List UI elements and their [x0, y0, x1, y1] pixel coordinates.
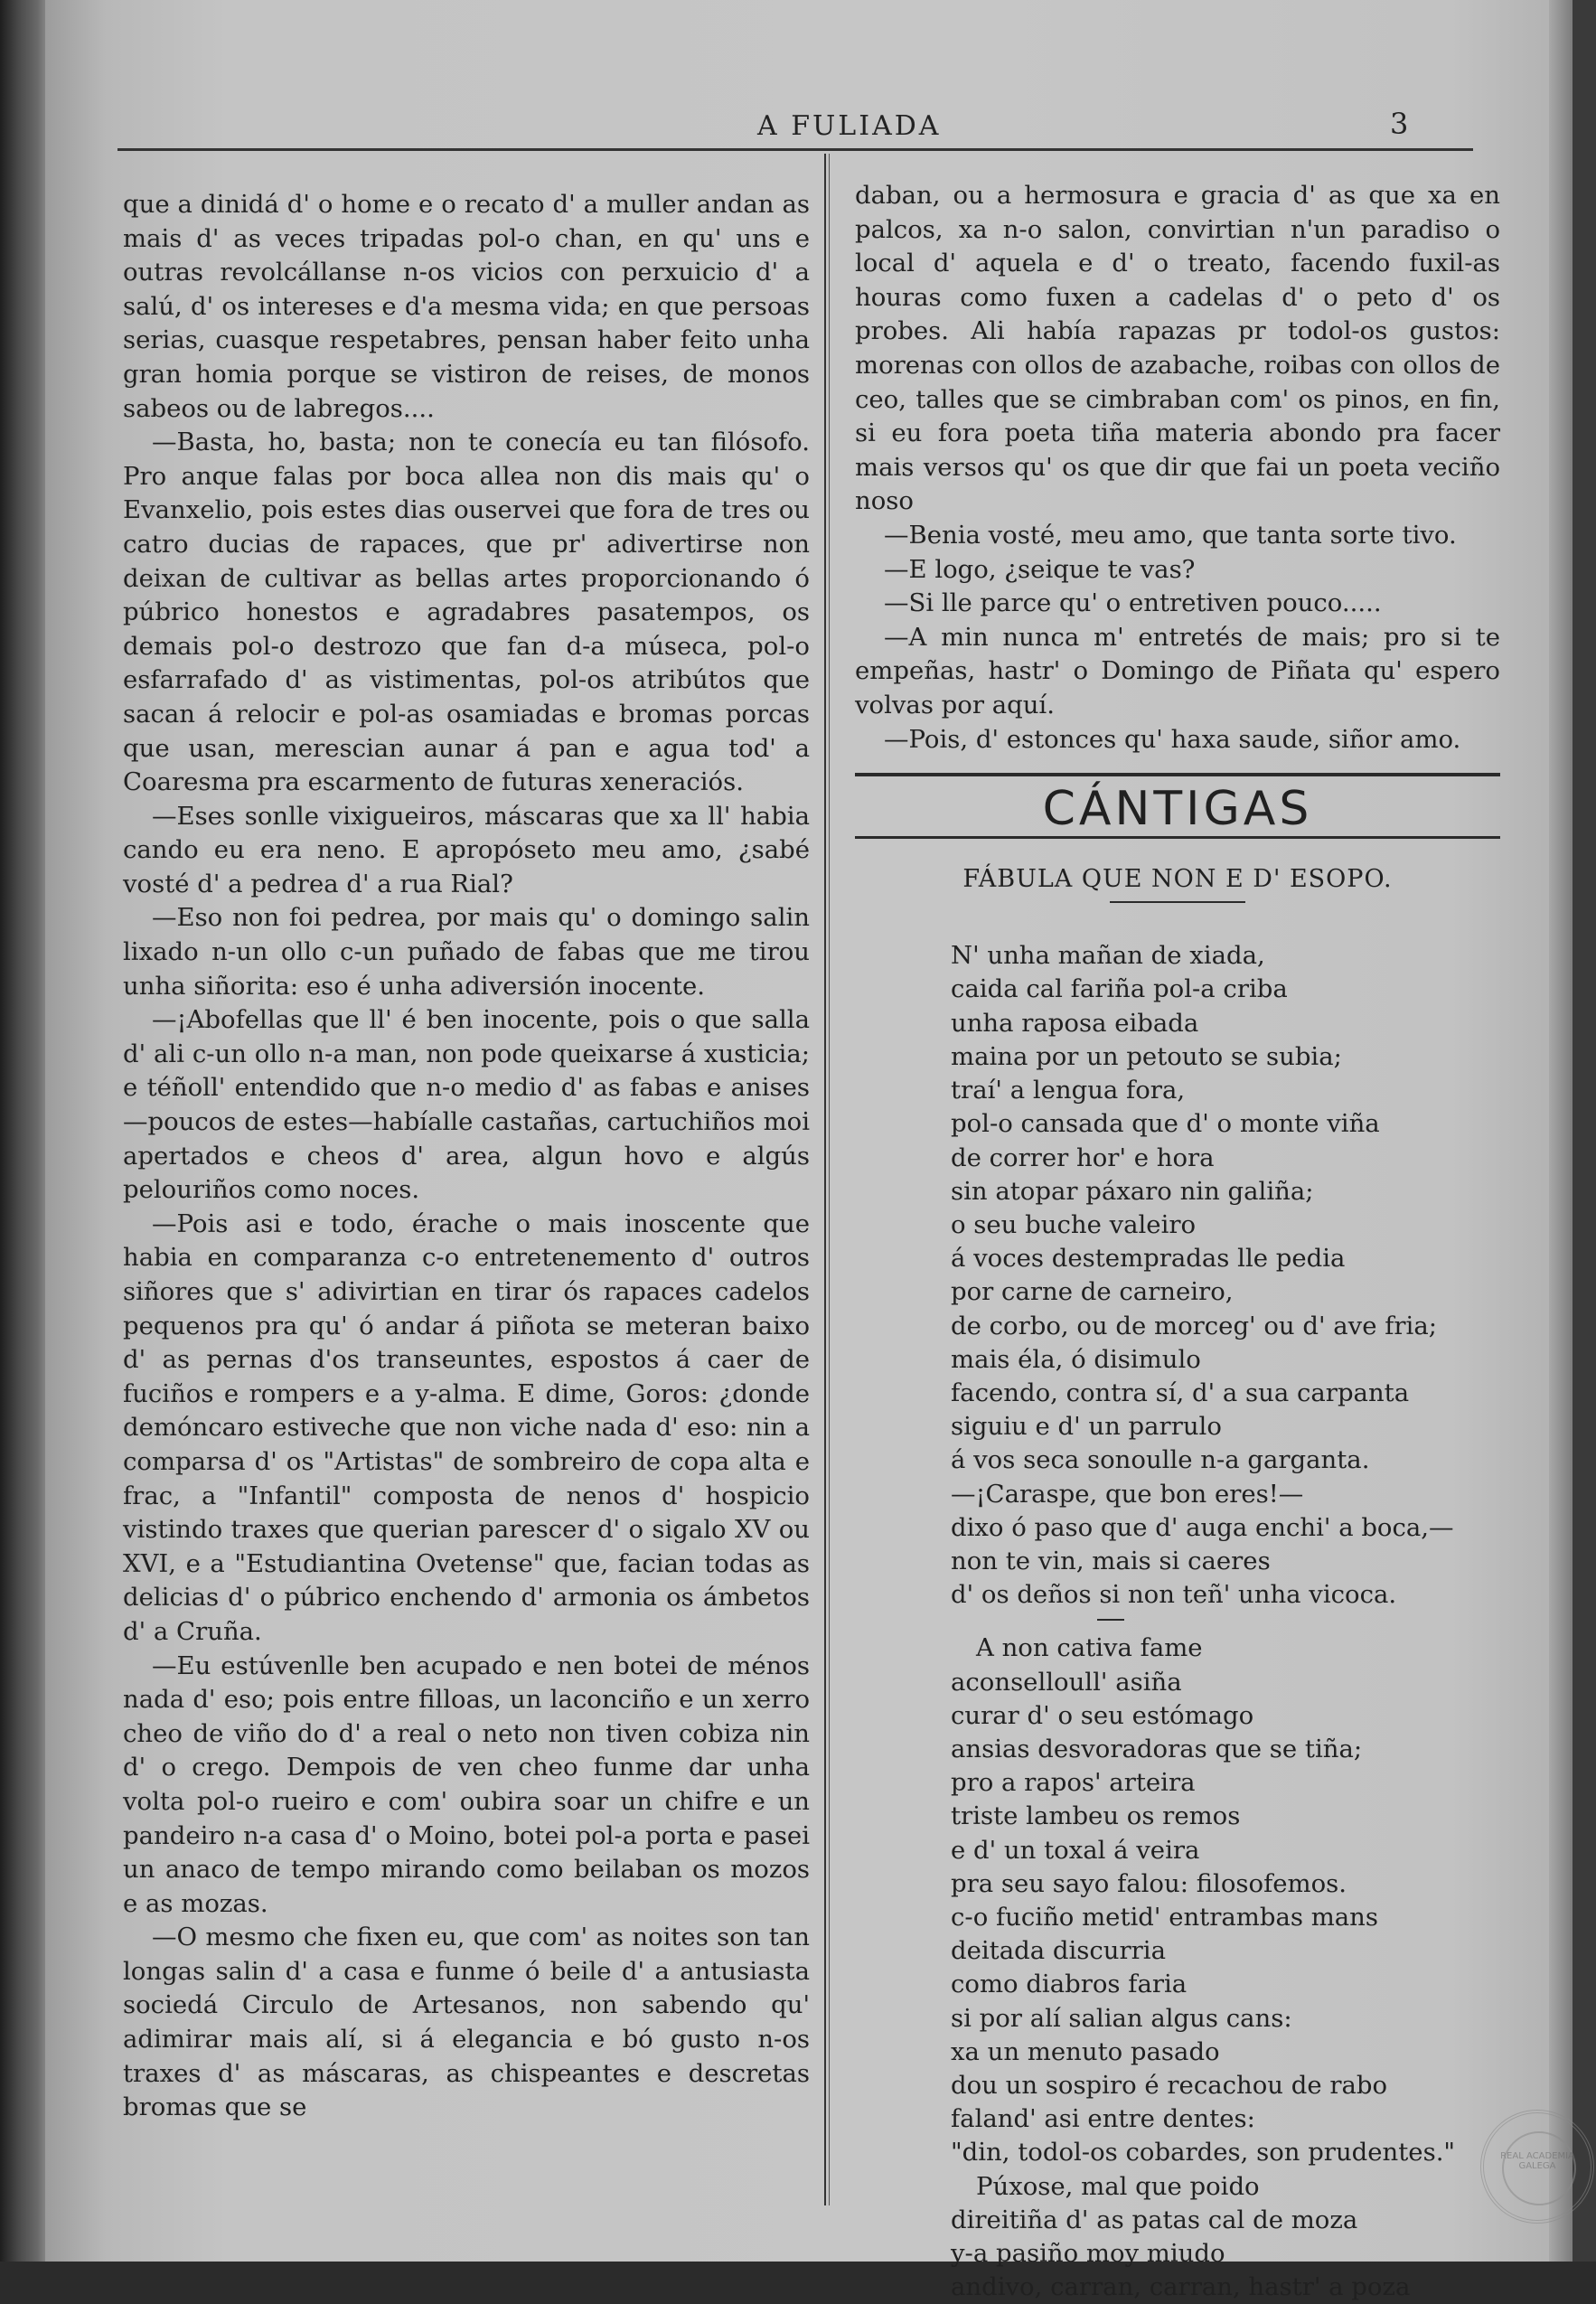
- verse-line: y-a pasiño moy miudo: [951, 2239, 1225, 2268]
- verse-line: d' os deños si non teñ' unha vicoca.: [951, 1580, 1397, 1610]
- verse-line: de correr hor' e hora: [951, 1143, 1215, 1172]
- verse-line: caida cal fariña pol-a criba: [951, 974, 1288, 1004]
- verse-line: maina por un petouto se subia;: [951, 1041, 1342, 1071]
- verse-line: dou un sospiro é recachou de rabo: [951, 2070, 1388, 2100]
- paragraph: daban, ou a hermosura e gracia d' as que xa en palcos, xa n-o salon, convirtian n'un paradiso o local d' aquela e d' o treato, facendo fuxil-as houras como fuxen a cadelas d' o peto d' os probes. Ali había rapazas pr todol-os gustos: morenas con ollos de azabache, roibas con ollos de ceo, talles que se cimbraban com' os pinos, en fin, si eu fora poeta tiña materia abondo pra facer mais versos qu' os que dir que fai un poeta veciño noso: [855, 181, 1500, 516]
- verse-line: andivo, carran, carran, hastr' a poza: [951, 2272, 1411, 2302]
- verse-line: mais éla, ó disimulo: [951, 1344, 1201, 1374]
- verse-line: sin atopar páxaro nin galiña;: [951, 1176, 1314, 1206]
- paragraph: —¡Abofellas que ll' é ben inocente, pois o que salla d' ali c-un ollo n-a man, non pode queixarse á xusticia; e téñoll' entendido que n-o medio d' as fabas e anises—poucos de estes—habíalle castañas, cartuchiños moi apertados e cheos d' area, algun hovo e algús pelouriños como noces.: [123, 1005, 810, 1205]
- right-column: [855, 179, 1500, 2304]
- verse-line: —¡Caraspe, que bon eres!—: [951, 1479, 1304, 1509]
- paragraph: —O mesmo che fixen eu, que com' as noites son tan longas salin d' a casa e funme ó beile d' a antusiasta sociedá Circulo de Artesanos, non sabendo qu' adimirar mais alí, si á elegancia e bó gusto n-os traxes d' as máscaras, as chispeantes e descretas bromas que se: [123, 1923, 810, 2122]
- section-rule-bottom: [855, 836, 1500, 839]
- verse-line: curar d' o seu estómago: [951, 1700, 1254, 1730]
- verse-line: por carne de carneiro,: [951, 1277, 1234, 1307]
- verse-line: facendo, contra sí, d' a sua carpanta: [951, 1378, 1410, 1407]
- left-column: [123, 188, 810, 2125]
- paragraph: que a dinidá d' o home e o recato d' a muller andan as mais d' as veces tripadas pol-o chan, en qu' uns e outras revolcállanse n-os vicios con perxuicio d' a salú, d' os intereses e d'a mesma vida; en que persoas serias, cuasque respetabres, pensan haber feito unha gran homia porque se vistiron de reises, de monos sabeos ou de labregos....: [123, 190, 810, 423]
- running-title: A FULIADA: [757, 110, 942, 142]
- verse-line: direitiña d' as patas cal de moza: [951, 2205, 1358, 2234]
- fable-title-rule: [1110, 901, 1245, 903]
- verse-line: A non cativa fame: [976, 1633, 1203, 1663]
- verse-line: e d' un toxal á veira: [951, 1835, 1200, 1865]
- paragraph: —Eu estúvenlle ben acupado e nen botei de ménos nada d' eso; pois entre filloas, un laconciño e un xerro cheo de viño do d' a real o neto non tiven cobiza nin d' o crego. Dempois de ven cheo funme dar unha volta pol-o rueiro e com' oubira soar un chifre e un pandeiro n-a casa d' o Moino, botei pol-a porta e pasei un anaco de tempo mirando como beilaban os mozos e as mozas.: [123, 1650, 810, 1918]
- stamp-text: REAL ACADEMIA GALEGA: [1500, 2151, 1574, 2171]
- paragraph: —Eso non foi pedrea, por mais qu' o domingo salin lixado n-un ollo c-un puñado de fabas que me tirou unha siñorita: eso é unha adiversión inocente.: [123, 903, 810, 1001]
- page-edge: [1549, 0, 1573, 2262]
- verse-line: siguiu e d' un parrulo: [951, 1412, 1222, 1442]
- verse-line: á vos seca sonoulle n-a garganta.: [951, 1445, 1370, 1475]
- verse-line: de corbo, ou de morceg' ou d' ave fria;: [951, 1311, 1437, 1340]
- verse-line: como diabros faria: [951, 1970, 1188, 1999]
- verse-line: o seu buche valeiro: [951, 1209, 1197, 1239]
- verse-line: c-o fuciño metid' entrambas mans: [951, 1902, 1378, 1932]
- paragraph: —E logo, ¿seique te vas?: [884, 554, 1196, 584]
- library-stamp-seal: [1480, 2110, 1594, 2224]
- verse-line: dixo ó paso que d' auga enchi' a boca,—: [951, 1512, 1454, 1542]
- verse-line: ansias desvoradoras que se tiña;: [951, 1734, 1363, 1763]
- stanza-separator: [1097, 1619, 1124, 1621]
- poem-stanza-1: [951, 939, 1500, 1612]
- verse-line: pro a rapos' arteira: [951, 1768, 1196, 1798]
- verse-line: deitada discurria: [951, 1936, 1166, 1966]
- paragraph: —Basta, ho, basta; non te conecía eu tan filósofo. Pro anque falas por boca allea non dis mais qu' o Evanxelio, pois estes dias ouservei que fora de tres ou catro ducias de rapaces, que pr' adivertirse non deixan de cultivar as bellas artes proporcionando ó púbrico honestos e agradabres pasatempos, os demais pol-o destrozo que fan d-a múseca, pol-o esfarrafado d' as vistimentas, pol-os atribútos que sacan á relocir e pol-as osamiadas e bromas porcas que usan, merescian aunar á pan e agua tod' a Coaresma pra escarmento de futuras xeneraciós.: [123, 428, 810, 797]
- verse-line: á voces destempradas lle pedia: [951, 1244, 1346, 1274]
- verse-line: unha raposa eibada: [951, 1008, 1199, 1038]
- verse-line: Púxose, mal que poido: [976, 2171, 1260, 2201]
- paragraph: —Pois asi e todo, érache o mais inoscente que habia en comparanza c-o entretenemento d' outros siñores que s' adivirtian en tirar ós rapaces cadelos pequenos pra qu' ó andar á piñota se meteran baixo d' as pernas d'os transeuntes, espostos á caer de fuciños e rompers e a y-alma. E dime, Goros: ¿donde demóncaro estiveche que non viche nada d' eso: nin a comparsa d' os "Artistas" de sombreiro de copa alta e frac, a "Infantil" composta de nenos d' hospicio vistindo traxes que querian parescer d' o sigalo XV ou XVI, e a "Estudiantina Ovetense" que, facian todas as delicias d' o púbrico enchendo d' armonia os ámbetos d' a Cruña.: [123, 1208, 810, 1646]
- verse-line: triste lambeu os remos: [951, 1801, 1241, 1831]
- fable-title: FÁBULA QUE NON E D' ESOPO.: [962, 864, 1393, 893]
- paragraph: —Si lle parce qu' o entretiven pouco.....: [884, 588, 1382, 618]
- paragraph: —Eses sonlle vixigueiros, máscaras que xa ll' habia cando eu era neno. E apropóseto meu amo, ¿sabé vosté d' a pedrea d' a rua Rial?: [123, 801, 810, 898]
- verse-line: pra seu sayo falou: filosofemos.: [951, 1868, 1347, 1898]
- header-rule: [117, 148, 1473, 151]
- verse-line: non te vin, mais si caeres: [951, 1546, 1271, 1575]
- poem-stanza-2: [951, 1632, 1500, 2304]
- paragraph: —Pois, d' estonces qu' haxa saude, siñor amo.: [884, 724, 1461, 754]
- page-number: 3: [1390, 107, 1409, 141]
- verse-line: faland' asi entre dentes:: [951, 2104, 1255, 2134]
- section-rule-top: [855, 773, 1500, 776]
- verse-line: "din, todol-os cobardes, son prudentes.": [951, 2138, 1456, 2168]
- verse-line: N' unha mañan de xiada,: [951, 941, 1265, 971]
- section-title: CÁNTIGAS: [1042, 782, 1313, 837]
- book-spine-shadow: [0, 0, 47, 2262]
- column-divider: [824, 154, 830, 2205]
- verse-line: traí' a lengua fora,: [951, 1076, 1186, 1105]
- verse-line: pol-o cansada que d' o monte viña: [951, 1109, 1380, 1139]
- verse-line: aconselloull' asiña: [951, 1667, 1182, 1697]
- paragraph: —Benia vosté, meu amo, que tanta sorte tivo.: [884, 520, 1457, 550]
- verse-line: si por alí salian algus cans:: [951, 2003, 1292, 2033]
- paragraph: —A min nunca m' entretés de mais; pro si te empeñas, hastr' o Domingo de Piñata qu' espero volvas por aquí.: [855, 622, 1500, 719]
- verse-line: xa un menuto pasado: [951, 2036, 1220, 2066]
